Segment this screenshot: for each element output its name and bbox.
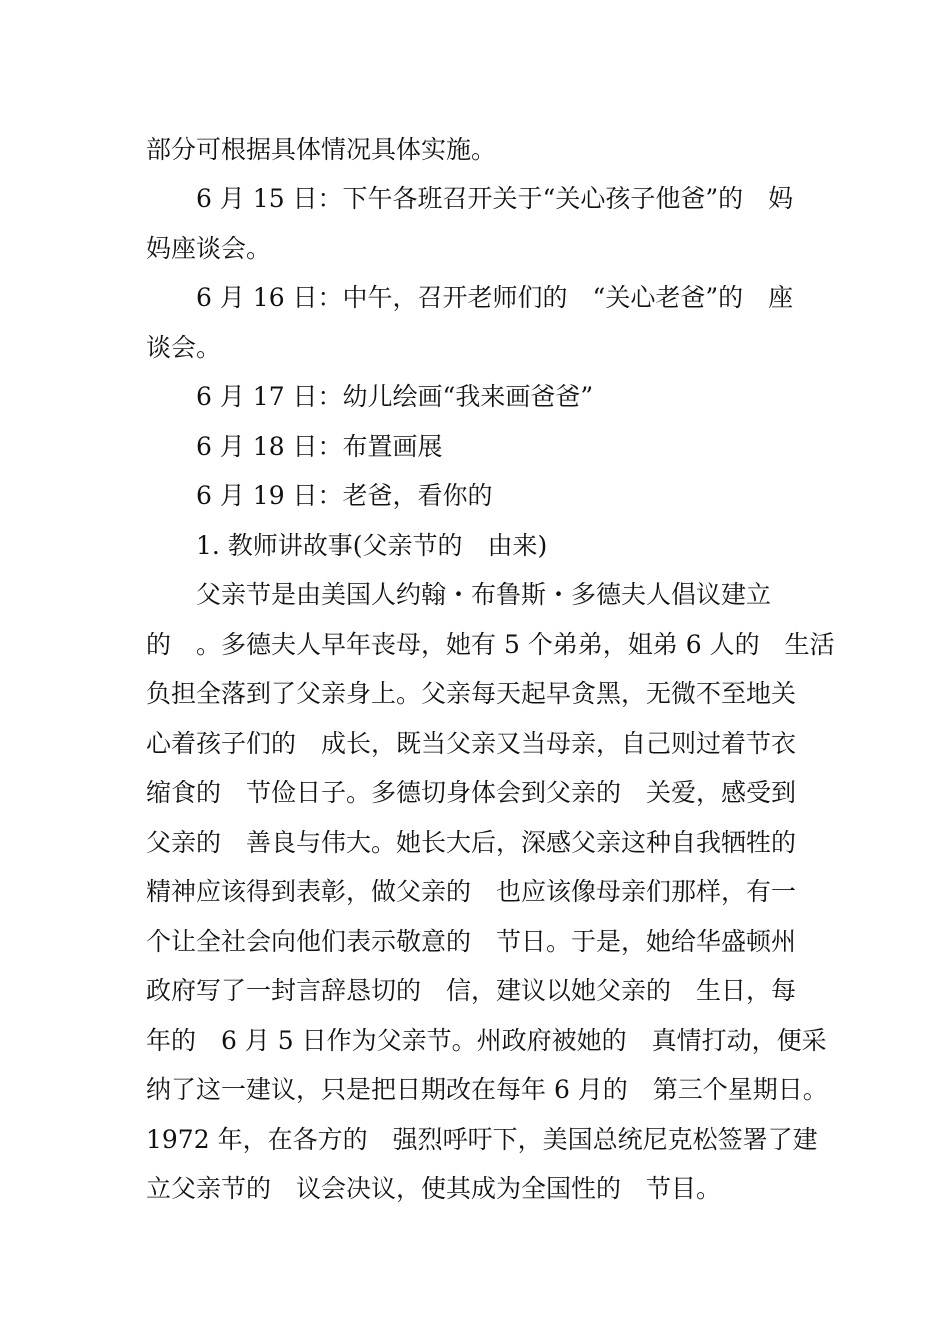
paragraph-line: 政府写了一封言辞恳切的 信，建议以她父亲的 生日，每: [146, 976, 797, 1005]
schedule-line: 6 月 18 日：布置画展: [196, 432, 443, 461]
paragraph-line: 父亲的 善良与伟大。她长大后，深感父亲这种自我牺牲的: [146, 828, 797, 857]
schedule-line: 6 月 17 日：幼儿绘画“我来画爸爸”: [196, 382, 594, 411]
paragraph-line: 年的 6 月 5 日作为父亲节。州政府被她的 真情打动，便采: [146, 1026, 827, 1055]
paragraph-line: 立父亲节的 议会决议，使其成为全国性的 节目。: [146, 1174, 722, 1203]
text-line: 谈会。: [146, 333, 222, 362]
paragraph-line: 个让全社会向他们表示敬意的 节日。于是，她给华盛顿州: [146, 927, 797, 956]
paragraph-line: 1972 年，在各方的 强烈呼吁下，美国总统尼克松签署了建: [146, 1125, 818, 1154]
paragraph-line: 负担全落到了父亲身上。父亲每天起早贪黑，无微不至地关: [146, 679, 797, 708]
text-line: 妈座谈会。: [146, 234, 272, 263]
list-item-heading: 1. 教师讲故事(父亲节的 由来): [196, 531, 548, 560]
schedule-line: 6 月 15 日：下午各班召开关于“关心孩子他爸”的 妈: [196, 184, 794, 213]
paragraph-line: 精神应该得到表彰，做父亲的 也应该像母亲们那样，有一: [146, 877, 797, 906]
schedule-line: 6 月 16 日：中午，召开老师们的 “关心老爸”的 座: [196, 283, 794, 312]
paragraph-line: 的 。多德夫人早年丧母，她有 5 个弟弟，姐弟 6 人的 生活: [146, 630, 835, 659]
paragraph-line: 缩食的 节俭日子。多德切身体会到父亲的 关爱，感受到: [146, 778, 797, 807]
schedule-line: 6 月 19 日：老爸，看你的: [196, 481, 493, 510]
text-line: 部分可根据具体情况具体实施。: [146, 135, 497, 164]
paragraph-line: 父亲节是由美国人约翰・布鲁斯・多德夫人倡议建立: [196, 580, 772, 609]
paragraph-line: 心着孩子们的 成长，既当父亲又当母亲，自己则过着节衣: [146, 729, 797, 758]
paragraph-line: 纳了这一建议，只是把日期改在每年 6 月的 第三个星期日。: [146, 1075, 828, 1104]
